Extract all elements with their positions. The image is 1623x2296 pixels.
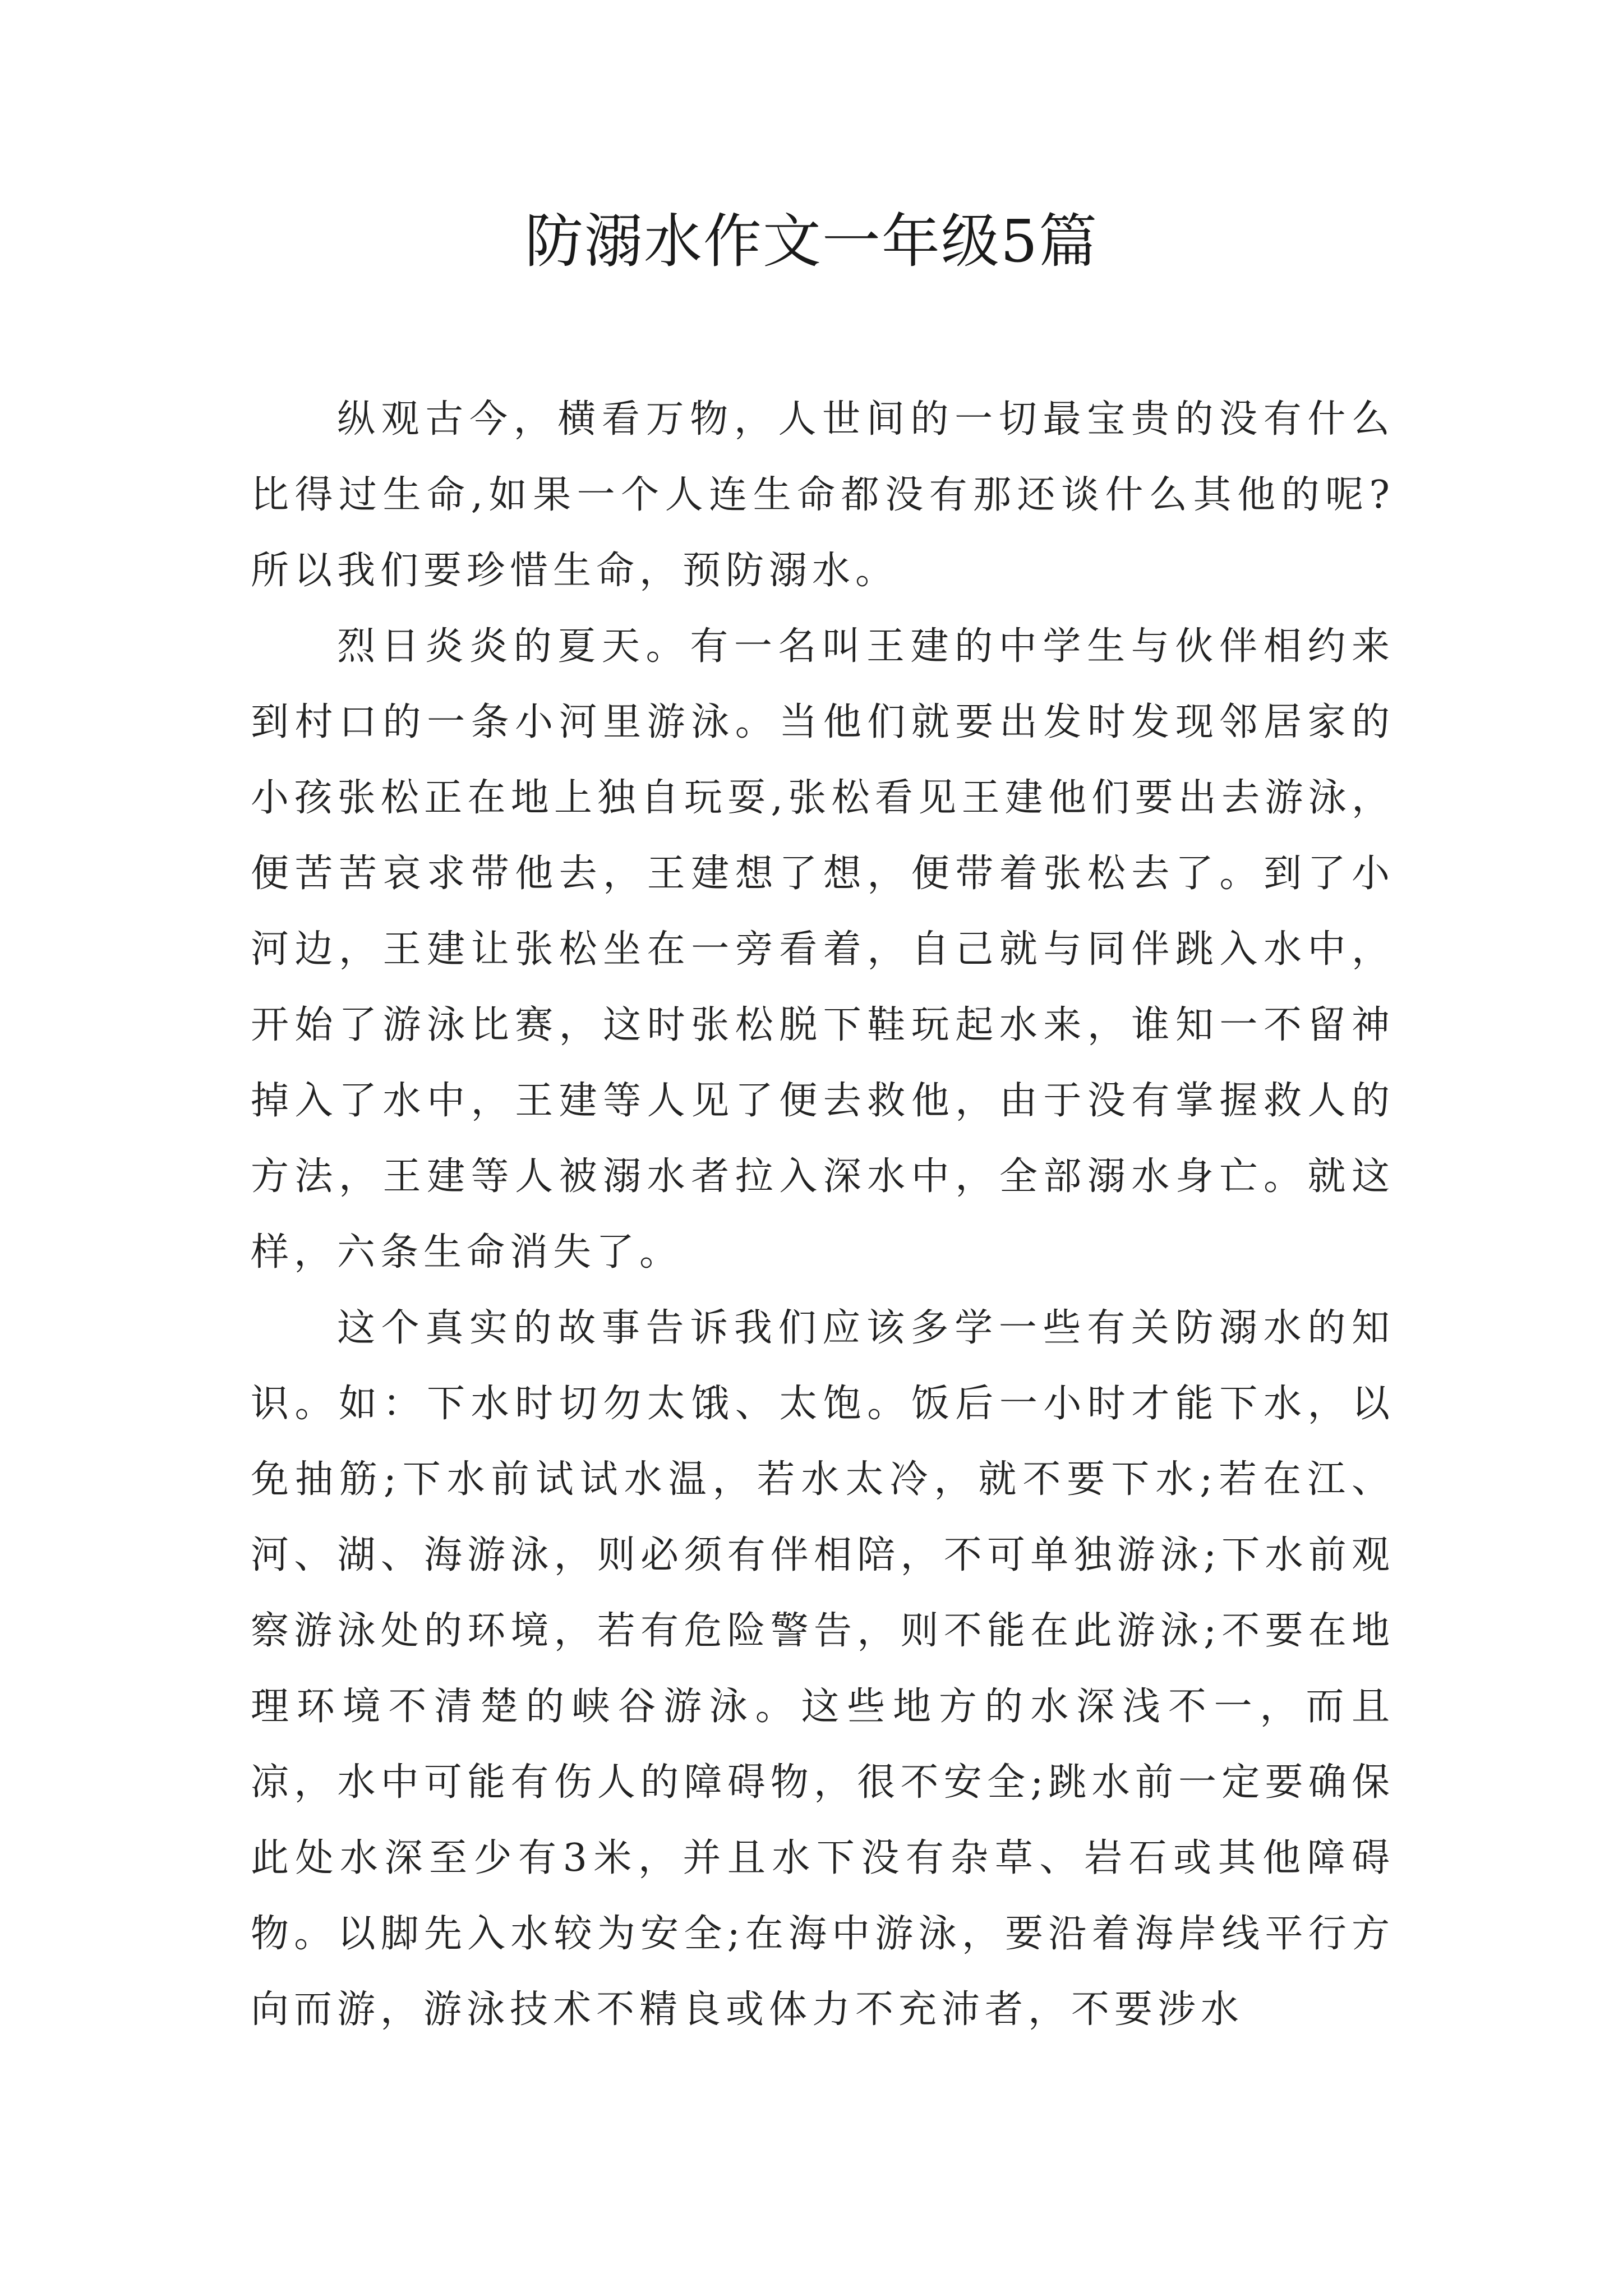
paragraph-3: 这个真实的故事告诉我们应该多学一些有关防溺水的知识。如：下水时切勿太饿、太饱。饭后一小时才能下水，以免抽筋;下水前试试水温，若水太冷，就不要下水;若在江、河、湖、海游泳，则必须有伴相陪，不可单独游泳;下水前观察游泳处的环境，若有危险警告，则不能在此游泳;不要在地理环境不清楚的峡谷游泳。这些地方的水深浅不一，而且凉，水中可能有伤人的障碍物，很不安全;跳水前一定要确保此处水深至少有3米，并且水下没有杂草、岩石或其他障碍物。以脚先入水较为安全;在海中游泳，要沿着海岸线平行方向而游，游泳技术不精良或体力不充沛者，不要涉水 bbox=[251, 1306, 1395, 2032]
document-title: 防溺水作文一年级5篇 bbox=[524, 207, 1099, 275]
paragraph-2: 烈日炎炎的夏天。有一名叫王建的中学生与伙伴相约来到村口的一条小河里游泳。当他们就要出发时发现邻居家的小孩张松正在地上独自玩耍,张松看见王建他们要出去游泳，便苦苦哀求带他去，王建想了想，便带着张松去了。到了小河边，王建让张松坐在一旁看着，自己就与同伴跳入水中，开始了游泳比赛，这时张松脱下鞋玩起水来，谁知一不留神掉入了水中，王建等人见了便去救他，由于没有掌握救人的方法，王建等人被溺水者拉入深水中，全部溺水身亡。就这样，六条生命消失了。 bbox=[251, 624, 1395, 1274]
paragraph-1: 纵观古今，横看万物，人世间的一切最宝贵的没有什么比得过生命,如果一个人连生命都没有那还谈什么其他的呢?所以我们要珍惜生命，预防溺水。 bbox=[251, 397, 1395, 593]
document-body bbox=[251, 381, 1395, 2047]
